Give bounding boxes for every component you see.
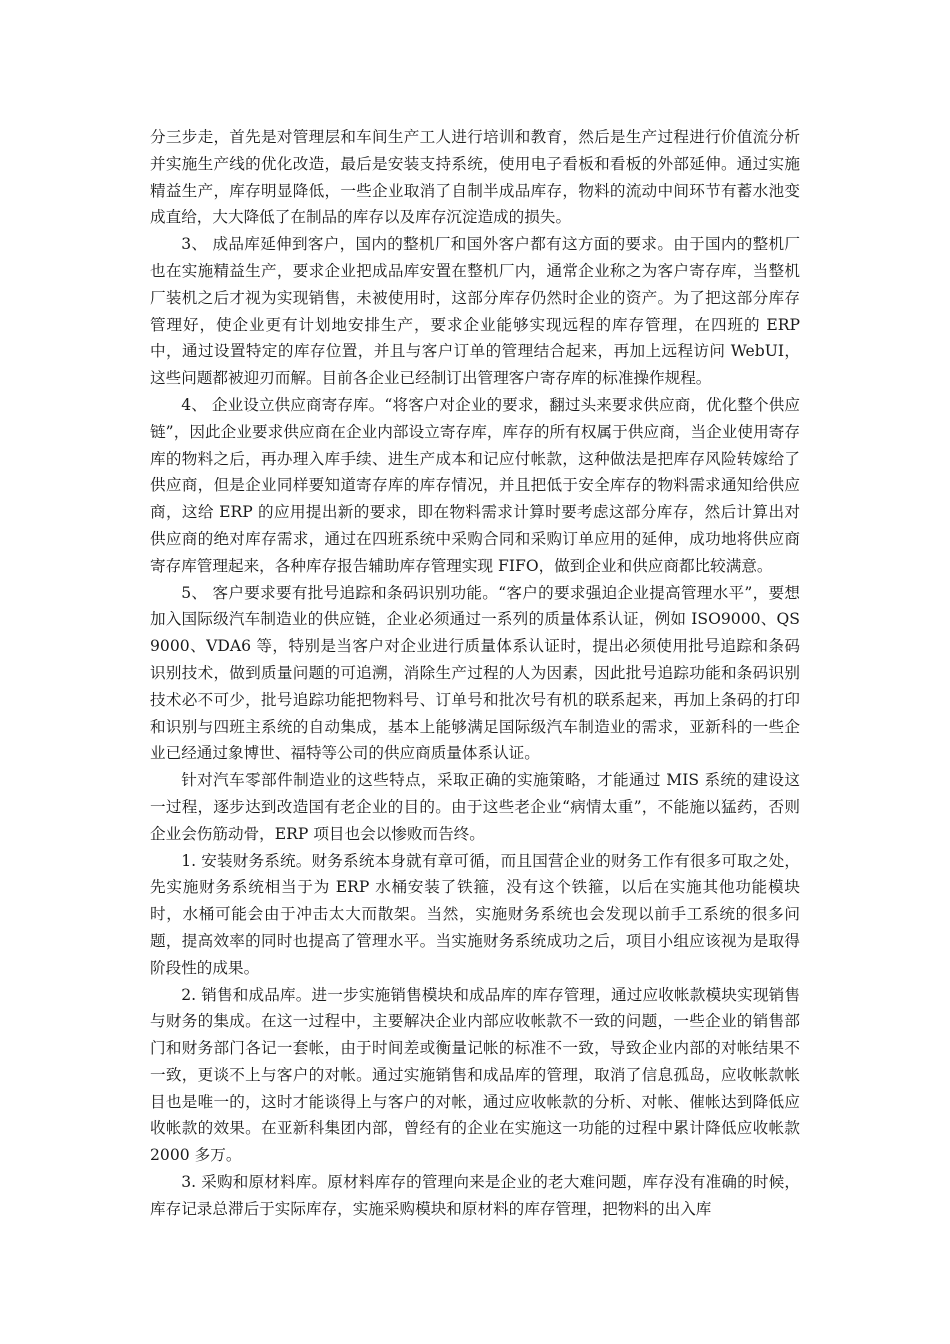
paragraph-step-2: 2. 销售和成品库。进一步实施销售模块和成品库的库存管理，通过应收帐款模块实现销售与财务的集成。在这一过程中，主要解决企业内部应收帐款不一致的问题，一些企业的销售部门和财务部门各记一套帐，由于时间差或衡量记帐的标准不一致，导致企业内部的对帐结果不一致，更谈不上与客户的对帐。通过实施销售和成品库的管理，取消了信息孤岛，应收帐款帐目也是唯一的，这时才能谈得上与客户的对帐，通过应收帐款的分析、对帐、催帐达到降低应收帐款的效果。在亚新科集团内部，曾经有的企业在实施这一功能的过程中累计降低应收帐款 2000 多万。 <box>150 985 800 1165</box>
paragraph-continuation: 分三步走，首先是对管理层和车间生产工人进行培训和教育，然后是生产过程进行价值流分析并实施生产线的优化改造，最后是安装支持系统，使用电子看板和看板的外部延伸。通过实施精益生产，库存明显降低，一些企业取消了自制半成品库存，物料的流动中间环节有蓄水池变成直给，大大降低了在制品的库存以及库存沉淀造成的损失。 <box>150 128 800 227</box>
paragraph-item-4: 4、 企业设立供应商寄存库。“将客户对企业的要求，翻过头来要求供应商，优化整个供应链”，因此企业要求供应商在企业内部设立寄存库，库存的所有权属于供应商，当企业使用寄存库的物料之后，再办理入库手续、进生产成本和记应付帐款，这种做法是把库存风险转嫁给了供应商，但是企业同样要知道寄存库的库存情况，并且把低于安全库存的物料需求通知给供应商，这给 ERP 的应用提出新的要求，即在物料需求计算时要考虑这部分库存，然后计算出对供应商的绝对库存需求，通过在四班系统中采购合同和采购订单应用的延伸，成功地将供应商寄存库管理起来，各种库存报告辅助库存管理实现 FIFO，做到企业和供应商都比较满意。 <box>150 395 800 575</box>
paragraph-item-5: 5、 客户要求要有批号追踪和条码识别功能。“客户的要求强迫企业提高管理水平”，要想加入国际级汽车制造业的供应链，企业必须通过一系列的质量体系认证，例如 ISO9000、QS9000、VDA6 等，特别是当客户对企业进行质量体系认证时，提出必须使用批号追踪和条码识别技术，做到质量问题的可追溯，消除生产过程的人为因素，因此批号追踪功能和条码识别技术必不可少，批号追踪功能把物料号、订单号和批次号有机的联系起来，再加上条码的打印和识别与四班主系统的自动集成，基本上能够满足国际级汽车制造业的需求，亚新科的一些企业已经通过象博世、福特等公司的供应商质量体系认证。 <box>150 583 800 763</box>
document-page <box>150 124 800 1223</box>
paragraph-step-1: 1. 安装财务系统。财务系统本身就有章可循，而且国营企业的财务工作有很多可取之处，先实施财务系统相当于为 ERP 水桶安装了铁箍，没有这个铁箍，以后在实施其他功能模块时，水桶可能会由于冲击太大而散架。当然，实施财务系统也会发现以前手工系统的很多问题，提高效率的同时也提高了管理水平。当实施财务系统成功之后，项目小组应该视为是取得阶段性的成果。 <box>150 851 800 977</box>
paragraph-strategy: 针对汽车零部件制造业的这些特点，采取正确的实施策略，才能通过 MIS 系统的建设这一过程，逐步达到改造国有老企业的目的。由于这些老企业“病情太重”，不能施以猛药，否则企业会伤筋动骨，ERP 项目也会以惨败而告终。 <box>150 771 800 843</box>
paragraph-item-3: 3、 成品库延伸到客户，国内的整机厂和国外客户都有这方面的要求。由于国内的整机厂也在实施精益生产，要求企业把成品库安置在整机厂内，通常企业称之为客户寄存库，当整机厂装机之后才视为实现销售，未被使用时，这部分库存仍然时企业的资产。为了把这部分库存管理好，使企业更有计划地安排生产，要求企业能够实现远程的库存管理，在四班的 ERP 中，通过设置特定的库存位置，并且与客户订单的管理结合起来，再加上远程访问 WebUI，这些问题都被迎刃而解。目前各企业已经制订出管理客户寄存库的标准操作规程。 <box>150 235 800 388</box>
paragraph-step-3: 3. 采购和原材料库。原材料库存的管理向来是企业的老大难问题，库存没有准确的时候，库存记录总滞后于实际库存，实施采购模块和原材料的库存管理，把物料的出入库 <box>150 1173 800 1218</box>
